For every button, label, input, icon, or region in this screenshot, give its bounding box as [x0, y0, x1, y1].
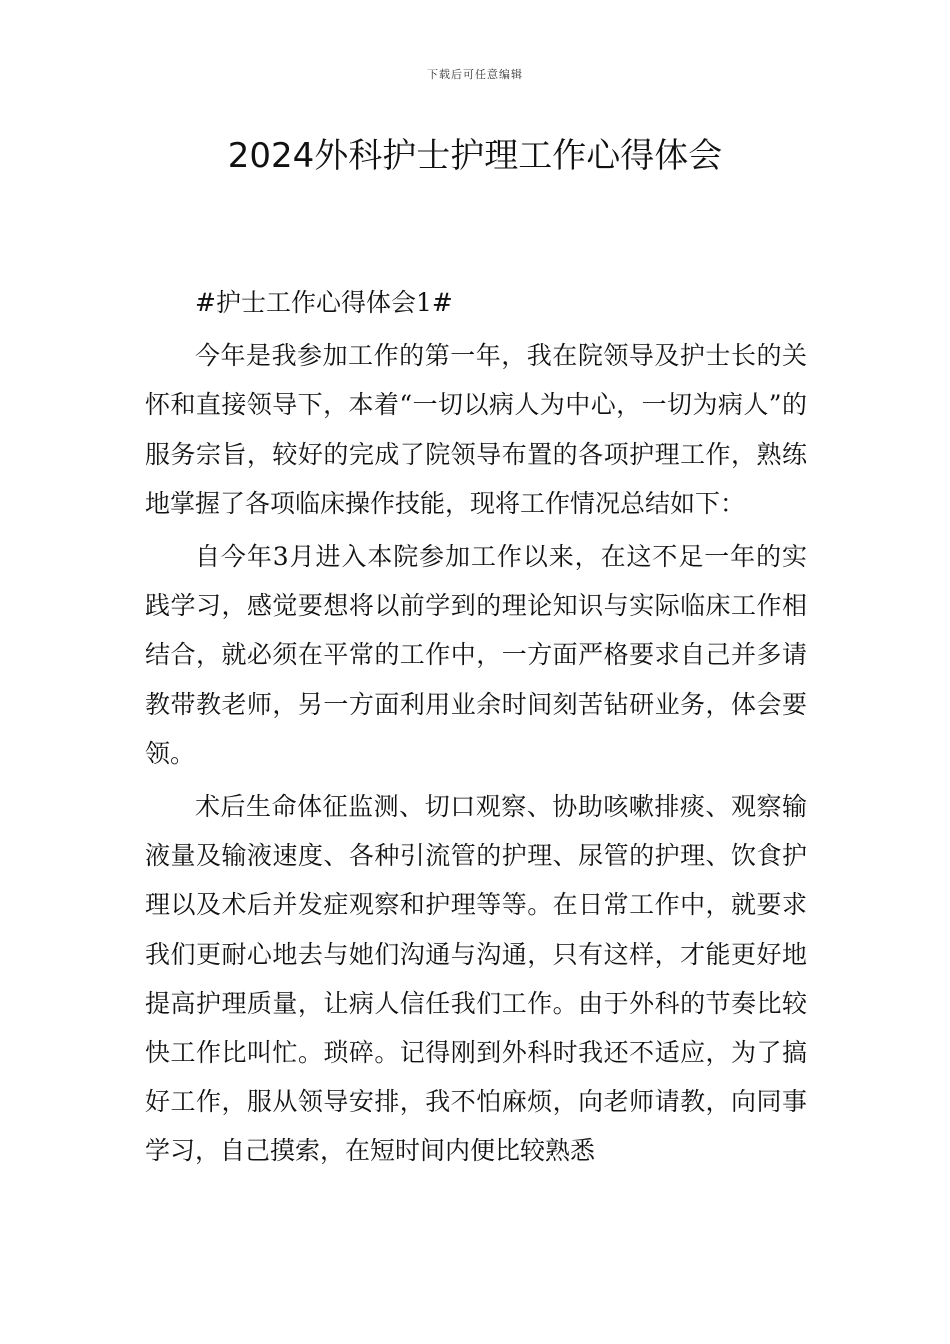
paragraph-3: 术后生命体征监测、切口观察、协助咳嗽排痰、观察输液量及输液速度、各种引流管的护理、尿管的护理、饮食护理以及术后并发症观察和护理等等。在日常工作中，就要求我们更耐心地去与她们沟通与沟通，只有这样，才能更好地提高护理质量，让病人信任我们工作。由于外科的节奏比较快工作比叫忙。琐碎。记得刚到外科时我还不适应，为了搞好工作，服从领导安排，我不怕麻烦，向老师请教，向同事学习，自己摸索，在短时间内便比较熟悉 — [145, 792, 807, 1166]
paragraph-1: 今年是我参加工作的第一年，我在院领导及护士长的关怀和直接领导下，本着“一切以病人为中心，一切为病人”的服务宗旨，较好的完成了院领导布置的各项护理工作，熟练地掌握了各项临床操作技能，现将工作情况总结如下： — [145, 341, 807, 518]
section-heading: #护士工作心得体会1# — [195, 288, 453, 317]
document-body — [145, 278, 807, 1180]
paragraph-2: 自今年3月进入本院参加工作以来，在这不足一年的实践学习，感觉要想将以前学到的理论知识与实际临床工作相结合，就必须在平常的工作中，一方面严格要求自己并多请教带教老师，另一方面利用业余时间刻苦钻研业务，体会要领。 — [145, 542, 807, 768]
document-title: 2024外科护士护理工作心得体会 — [227, 136, 723, 176]
header-note: 下载后可任意编辑 — [427, 68, 523, 81]
